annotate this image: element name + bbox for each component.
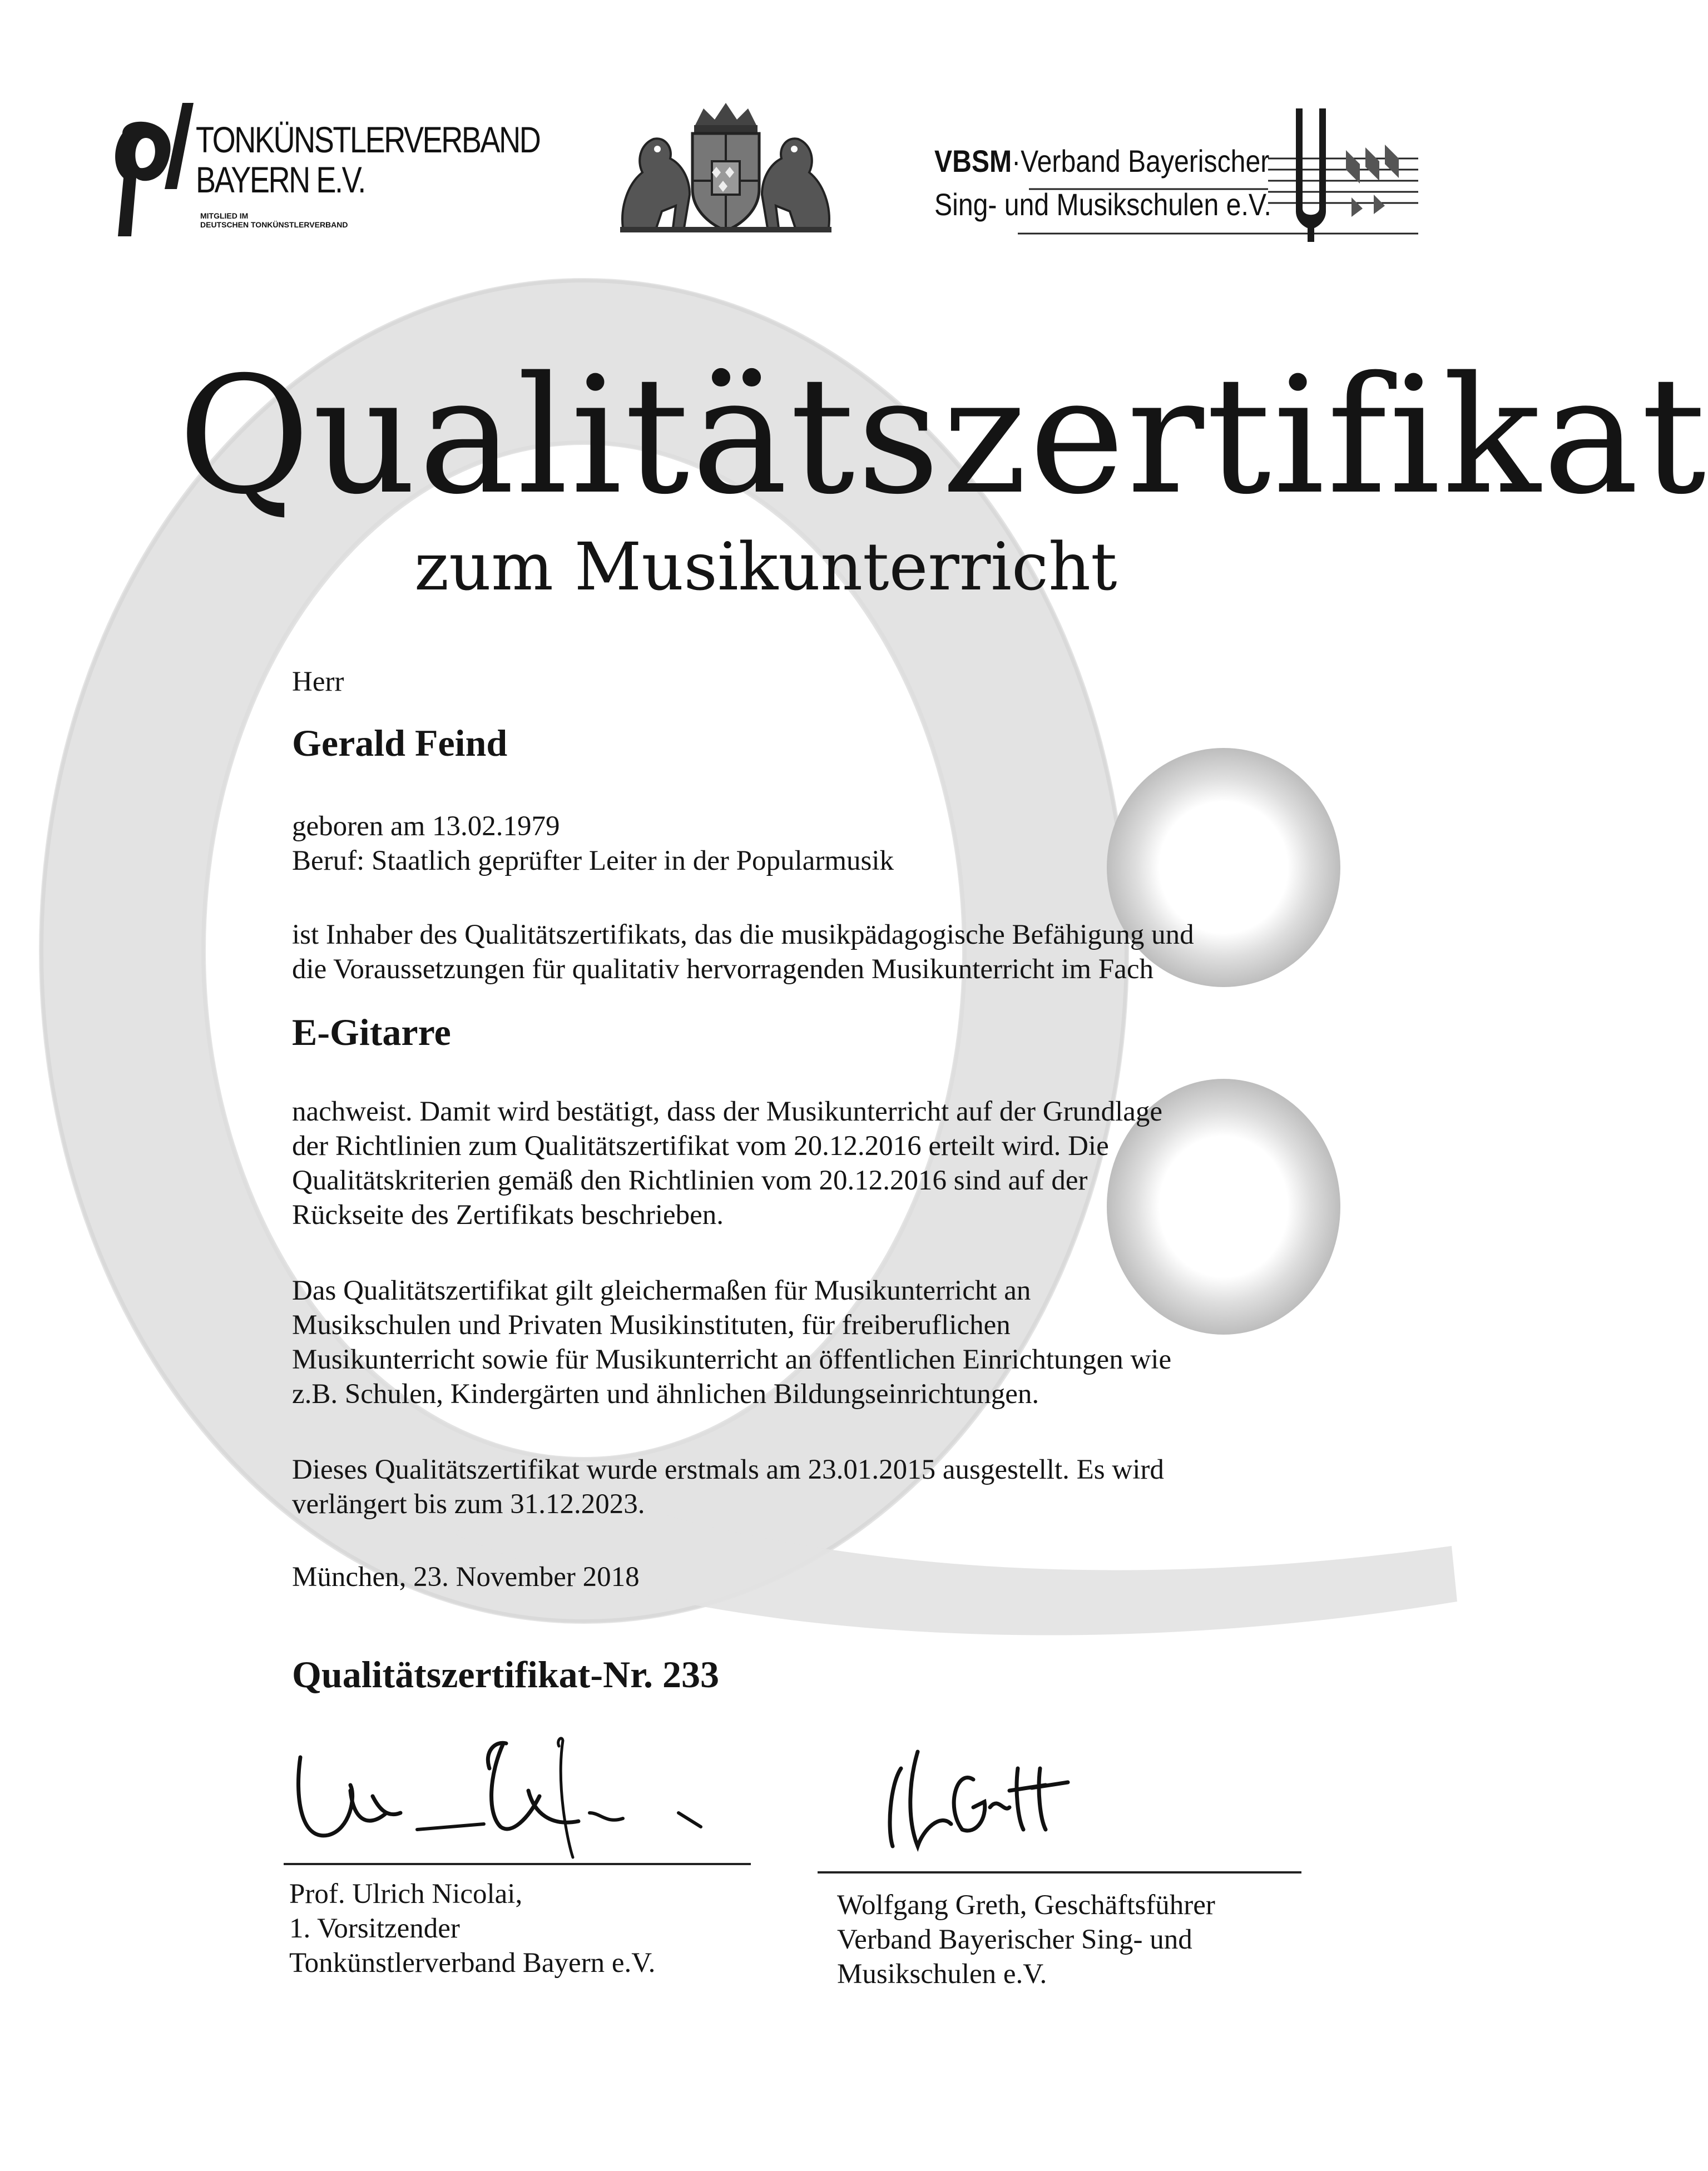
paragraph1-line1: ist Inhaber des Qualitätszertifikats, das die musikpädagogische Befähigung und (292, 919, 1194, 950)
place-and-date: München, 23. November 2018 (292, 1562, 640, 1593)
tkv-name-line2: BAYERN E.V. (196, 159, 365, 200)
certificate-number: Qualitätszertifikat-Nr. 233 (292, 1653, 720, 1696)
certificate-title: Qualitätszertifikat (178, 343, 1708, 530)
signatory-right-line3: Musikschulen e.V. (837, 1959, 1047, 1990)
birth-date: geboren am 13.02.1979 (292, 811, 560, 842)
recipient-name: Gerald Feind (292, 722, 508, 764)
signature-greth (879, 1746, 1090, 1857)
paragraph3-line4: z.B. Schulen, Kindergärten und ähnlichen Bildungseinrichtungen. (292, 1379, 1039, 1410)
signatory-left-line3: Tonkünstlerverband Bayern e.V. (289, 1947, 656, 1979)
salutation: Herr (292, 666, 344, 697)
paragraph2-line2: der Richtlinien zum Qualitätszertifikat vom 20.12.2016 erteilt wird. Die (292, 1131, 1109, 1162)
paragraph3-line1: Das Qualitätszertifikat gilt gleichermaßen für Musikunterricht an (292, 1275, 1031, 1306)
tkv-member-note: MITGLIED IM DEUTSCHEN TONKÜNSTLERVERBAND (200, 211, 348, 229)
tonkuenstlerverband-logo (111, 100, 540, 245)
tkv-name-line1: TONKÜNSTLERVERBAND (196, 119, 540, 160)
vbsm-line1-text: ·Verband Bayerischer (1012, 143, 1270, 179)
vbsm-line1 (934, 143, 1269, 179)
signature-line-right (818, 1871, 1301, 1873)
signature-nicolai (289, 1729, 751, 1863)
signatory-right-line1: Wolfgang Greth, Geschäftsführer (837, 1890, 1215, 1921)
paragraph2-line3: Qualitätskriterien gemäß den Richtlinien vom 20.12.2016 sind auf der (292, 1165, 1088, 1196)
signatory-left-line2: 1. Vorsitzender (289, 1913, 460, 1944)
signatory-right-line2: Verband Bayerischer Sing- und (837, 1924, 1192, 1955)
paragraph3-line3: Musikunterricht sowie für Musikunterricht an öffentlichen Einrichtungen wie (292, 1344, 1172, 1375)
vbsm-abbr: VBSM (934, 143, 1012, 179)
subject: E-Gitarre (292, 1011, 451, 1053)
paragraph1-line2: die Voraussetzungen für qualitativ hervorragenden Musikunterricht im Fach (292, 954, 1153, 985)
vbsm-logo (929, 103, 1418, 247)
bavarian-coat-of-arms-icon (612, 100, 840, 234)
paragraph4-line1: Dieses Qualitätszertifikat wurde erstmals am 23.01.2015 ausgestellt. Es wird (292, 1454, 1164, 1485)
paragraph2-line4: Rückseite des Zertifikats beschrieben. (292, 1199, 724, 1231)
certificate-subtitle: zum Musikunterricht (414, 528, 1117, 605)
tuning-fork-staff-icon (1268, 103, 1418, 242)
signatory-left-line1: Prof. Ulrich Nicolai, (289, 1878, 523, 1910)
paragraph3-line2: Musikschulen und Privaten Musikinstituten, für freiberuflichen (292, 1310, 1011, 1341)
paragraph4-line2: verlängert bis zum 31.12.2023. (292, 1489, 645, 1520)
profession: Beruf: Staatlich geprüfter Leiter in der Popularmusik (292, 845, 894, 876)
vbsm-line2: Sing- und Musikschulen e.V. (934, 187, 1271, 222)
signature-line-left (284, 1863, 751, 1865)
paragraph2-line1: nachweist. Damit wird bestätigt, dass der Musikunterricht auf der Grundlage (292, 1096, 1162, 1127)
tkv-emblem-icon (111, 100, 195, 236)
